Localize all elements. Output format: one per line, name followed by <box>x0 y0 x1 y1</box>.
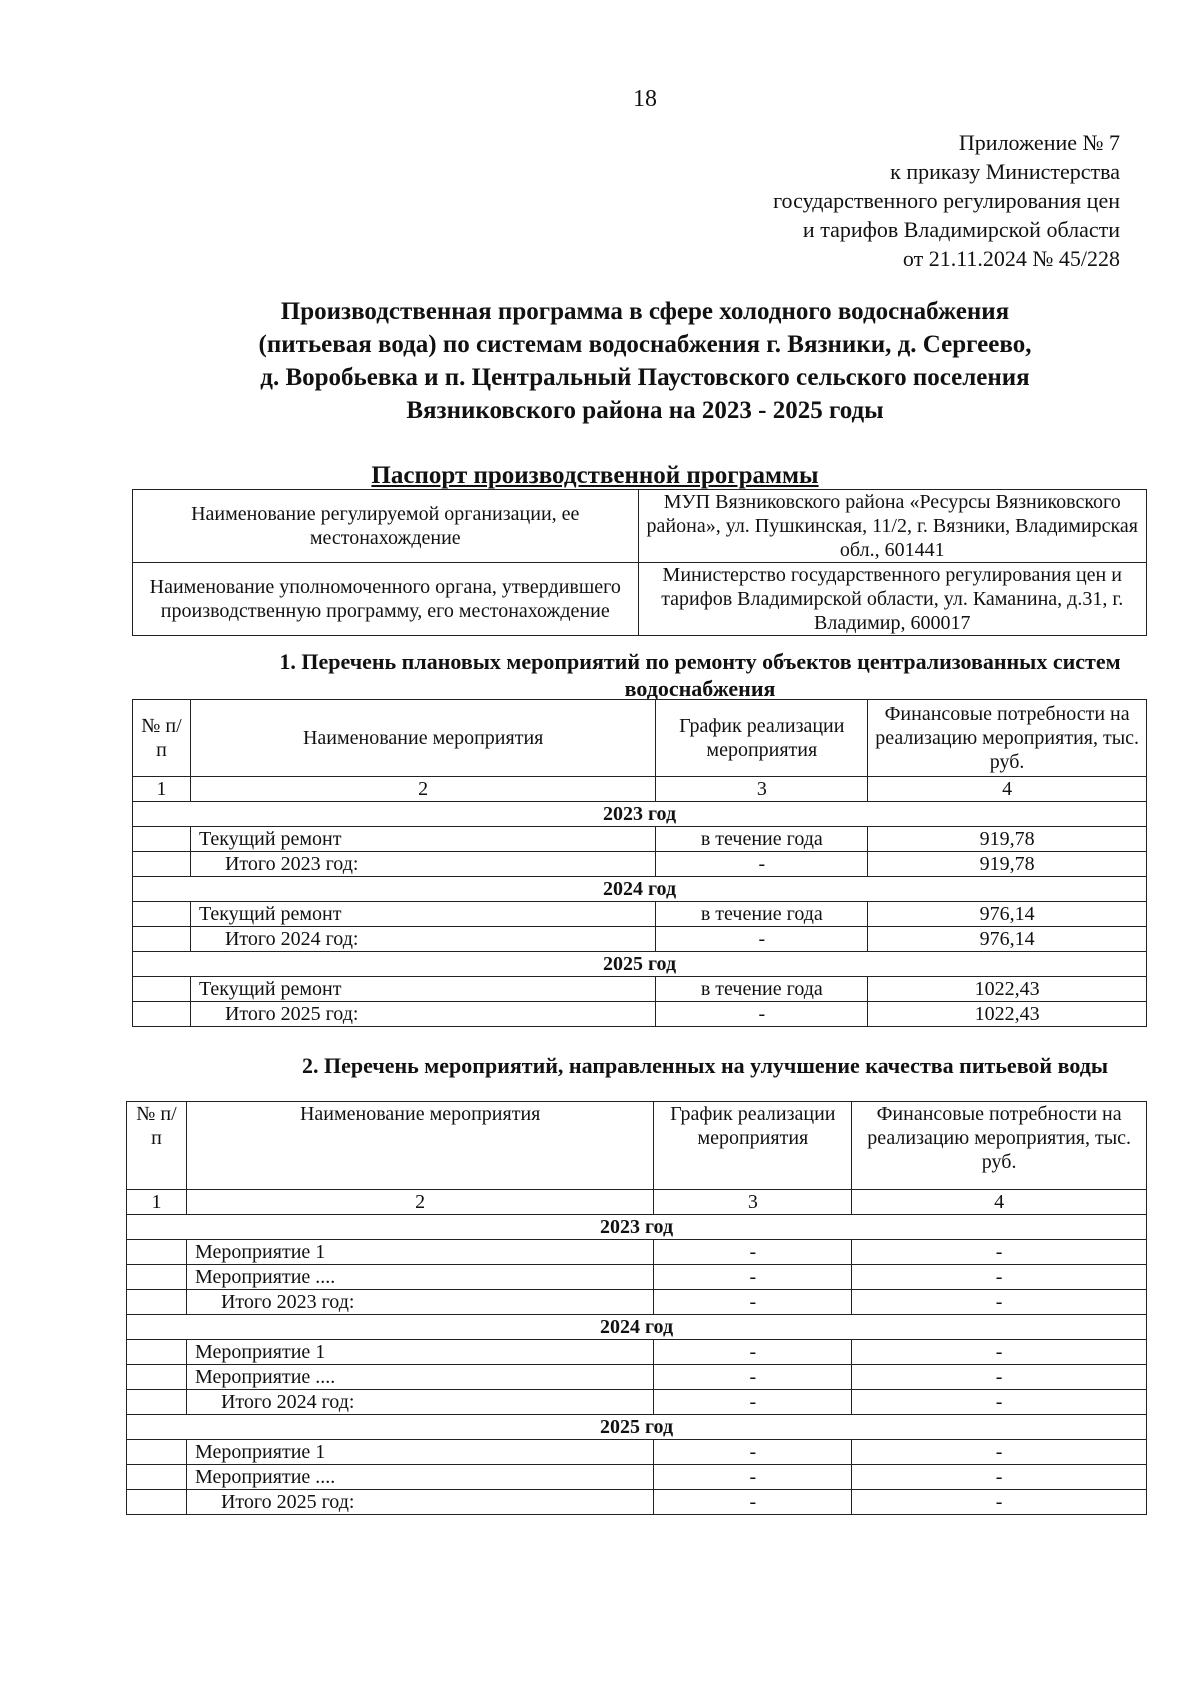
item-amount: 919,78 <box>868 827 1147 852</box>
year-row <box>127 1315 1147 1340</box>
cell-empty <box>127 1390 187 1415</box>
item-schedule: - <box>654 1465 852 1490</box>
item-amount: 976,14 <box>868 902 1147 927</box>
item-name: Мероприятие 1 <box>186 1240 653 1265</box>
title-line: Вязниковского района на 2023 - 2025 годы <box>406 397 884 424</box>
col-number: 1 <box>127 1190 187 1215</box>
total-schedule: - <box>654 1390 852 1415</box>
col-number: 3 <box>656 777 868 802</box>
appendix-header <box>700 128 1120 273</box>
page-number: 18 <box>633 86 657 112</box>
item-schedule: - <box>654 1265 852 1290</box>
cell-empty <box>127 1490 187 1515</box>
item-amount: - <box>852 1440 1147 1465</box>
item-amount: - <box>852 1265 1147 1290</box>
total-name: Итого 2023 год: <box>190 852 655 877</box>
item-schedule: в течение года <box>656 827 868 852</box>
total-amount: 919,78 <box>868 852 1147 877</box>
item-name: Мероприятие .... <box>186 1465 653 1490</box>
total-schedule: - <box>654 1290 852 1315</box>
passport-row <box>133 563 1147 636</box>
cell-empty <box>127 1365 187 1390</box>
total-row <box>133 1002 1147 1027</box>
total-name: Итого 2023 год: <box>186 1290 653 1315</box>
year-row <box>133 877 1147 902</box>
appendix-line: государственного регулирования цен <box>773 188 1120 213</box>
cell-empty <box>127 1440 187 1465</box>
section2-table <box>126 1101 1147 1515</box>
year-label: 2024 год <box>133 877 1147 902</box>
item-schedule: - <box>654 1340 852 1365</box>
col-number: 2 <box>190 777 655 802</box>
table-row <box>127 1265 1147 1290</box>
item-schedule: - <box>654 1440 852 1465</box>
table-header-row <box>133 700 1147 777</box>
col-number: 2 <box>186 1190 653 1215</box>
item-name: Текущий ремонт <box>190 902 655 927</box>
item-name: Мероприятие 1 <box>186 1440 653 1465</box>
col-header-finance: Финансовые потребности на реализацию мероприятия, тыс. руб. <box>868 700 1147 777</box>
title-line: (питьевая вода) по системам водоснабжения г. Вязники, д. Сергеево, <box>258 331 1032 358</box>
cell-empty <box>127 1340 187 1365</box>
year-label: 2025 год <box>127 1415 1147 1440</box>
cell-empty <box>133 852 191 877</box>
total-amount: 1022,43 <box>868 1002 1147 1027</box>
year-row <box>133 802 1147 827</box>
total-name: Итого 2025 год: <box>186 1490 653 1515</box>
item-schedule: - <box>654 1240 852 1265</box>
column-number-row <box>133 777 1147 802</box>
col-header-schedule: График реализации мероприятия <box>656 700 868 777</box>
table-row <box>127 1240 1147 1265</box>
item-amount: - <box>852 1465 1147 1490</box>
cell-empty <box>133 902 191 927</box>
cell-empty <box>133 927 191 952</box>
col-number: 4 <box>868 777 1147 802</box>
title-line: д. Воробьевка и п. Центральный Паустовского сельского поселения <box>260 364 1030 391</box>
total-schedule: - <box>656 852 868 877</box>
cell-empty <box>133 977 191 1002</box>
total-name: Итого 2024 год: <box>190 927 655 952</box>
table-header-row <box>127 1102 1147 1190</box>
appendix-line: от 21.11.2024 № 45/228 <box>902 246 1120 271</box>
passport-table <box>132 489 1147 636</box>
section2-title: 2. Перечень мероприятий, направленных на улучшение качества питьевой воды <box>301 1053 1109 1078</box>
item-name: Мероприятие .... <box>186 1365 653 1390</box>
total-amount: - <box>852 1290 1147 1315</box>
item-name: Текущий ремонт <box>190 977 655 1002</box>
item-schedule: в течение года <box>656 977 868 1002</box>
document-title <box>180 295 1110 427</box>
col-number: 4 <box>852 1190 1147 1215</box>
col-header-name: Наименование мероприятия <box>190 700 655 777</box>
year-label: 2023 год <box>127 1215 1147 1240</box>
section1-table <box>132 699 1147 1027</box>
appendix-line: Приложение № 7 <box>958 130 1120 155</box>
total-row <box>127 1390 1147 1415</box>
item-amount: - <box>852 1240 1147 1265</box>
cell-empty <box>127 1290 187 1315</box>
table-row <box>127 1465 1147 1490</box>
passport-label: Наименование уполномоченного органа, утвердившего производственную программу, его местонахождение <box>133 563 639 636</box>
item-name: Мероприятие 1 <box>186 1340 653 1365</box>
passport-row <box>133 490 1147 563</box>
col-header-schedule: График реализации мероприятия <box>654 1102 852 1190</box>
total-schedule: - <box>656 1002 868 1027</box>
item-schedule: - <box>654 1365 852 1390</box>
table-row <box>127 1440 1147 1465</box>
total-name: Итого 2024 год: <box>186 1390 653 1415</box>
year-row <box>127 1215 1147 1240</box>
passport-value: МУП Вязниковского района «Ресурсы Вязниковского района», ул. Пушкинская, 11/2, г. Вязники, Владимирская обл., 601441 <box>638 490 1147 563</box>
year-label: 2025 год <box>133 952 1147 977</box>
appendix-line: к приказу Министерства <box>890 159 1120 184</box>
item-amount: 1022,43 <box>868 977 1147 1002</box>
col-header-number: № п/п <box>127 1102 187 1190</box>
table-row <box>133 902 1147 927</box>
cell-empty <box>127 1265 187 1290</box>
col-header-finance: Финансовые потребности на реализацию мероприятия, тыс. руб. <box>852 1102 1147 1190</box>
col-number: 1 <box>133 777 191 802</box>
title-line: Производственная программа в сфере холодного водоснабжения <box>280 298 1010 325</box>
item-name: Мероприятие .... <box>186 1265 653 1290</box>
passport-title: Паспорт производственной программы <box>371 462 819 489</box>
total-row <box>127 1490 1147 1515</box>
col-number: 3 <box>654 1190 852 1215</box>
col-header-number: № п/п <box>133 700 191 777</box>
passport-value: Министерство государственного регулирования цен и тарифов Владимирской области, ул. Каманина, д.31, г. Владимир, 600017 <box>638 563 1147 636</box>
year-label: 2024 год <box>127 1315 1147 1340</box>
year-label: 2023 год <box>133 802 1147 827</box>
table-row <box>127 1340 1147 1365</box>
section1-title: 1. Перечень плановых мероприятий по ремонту объектов централизованных систем водоснабжения <box>279 649 1121 701</box>
total-amount: - <box>852 1390 1147 1415</box>
total-amount: 976,14 <box>868 927 1147 952</box>
table-row <box>127 1365 1147 1390</box>
cell-empty <box>133 1002 191 1027</box>
cell-empty <box>127 1465 187 1490</box>
total-row <box>133 852 1147 877</box>
cell-empty <box>133 827 191 852</box>
table-row <box>133 827 1147 852</box>
col-header-name: Наименование мероприятия <box>186 1102 653 1190</box>
table-row <box>133 977 1147 1002</box>
year-row <box>133 952 1147 977</box>
total-row <box>133 927 1147 952</box>
column-number-row <box>127 1190 1147 1215</box>
item-name: Текущий ремонт <box>190 827 655 852</box>
total-schedule: - <box>656 927 868 952</box>
total-schedule: - <box>654 1490 852 1515</box>
item-amount: - <box>852 1365 1147 1390</box>
total-amount: - <box>852 1490 1147 1515</box>
total-name: Итого 2025 год: <box>190 1002 655 1027</box>
passport-label: Наименование регулируемой организации, ее местонахождение <box>133 490 639 563</box>
appendix-line: и тарифов Владимирской области <box>802 217 1120 242</box>
total-row <box>127 1290 1147 1315</box>
year-row <box>127 1415 1147 1440</box>
item-amount: - <box>852 1340 1147 1365</box>
cell-empty <box>127 1240 187 1265</box>
item-schedule: в течение года <box>656 902 868 927</box>
